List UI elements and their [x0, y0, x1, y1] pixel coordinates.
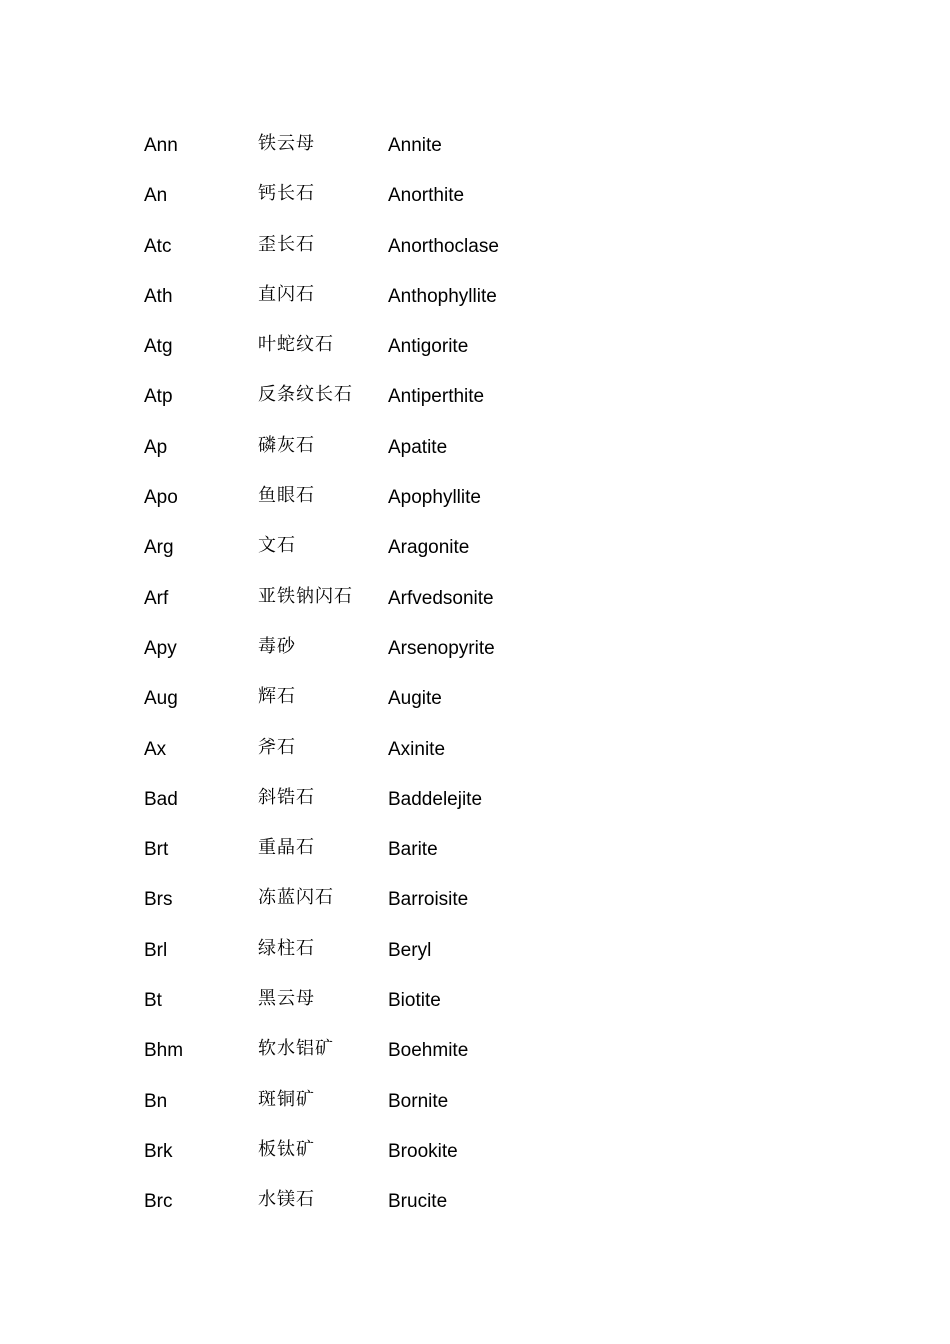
mineral-abbreviation: Brs	[144, 889, 173, 911]
mineral-english-name: Augite	[388, 688, 442, 710]
table-row	[144, 132, 704, 182]
table-row	[144, 1138, 704, 1188]
mineral-english-name: Anorthite	[388, 185, 465, 207]
mineral-english-name: Anthophyllite	[388, 285, 497, 307]
mineral-abbreviation: Brt	[144, 839, 169, 861]
mineral-chinese-name: 辉石	[258, 686, 296, 708]
mineral-chinese-name: 水镁石	[258, 1189, 315, 1211]
mineral-abbreviation: Ann	[144, 135, 178, 156]
mineral-english-name: Barroisite	[388, 889, 469, 911]
mineral-abbreviation: Arg	[144, 537, 174, 559]
mineral-abbreviation: Atc	[144, 235, 172, 257]
mineral-abbreviation-table	[144, 132, 704, 1239]
mineral-abbreviation: Bad	[144, 788, 178, 810]
mineral-abbreviation: Atg	[144, 336, 173, 358]
mineral-abbreviation: Brc	[144, 1191, 173, 1213]
mineral-chinese-name: 反条纹长石	[258, 384, 353, 406]
table-row	[144, 333, 704, 383]
table-row	[144, 786, 704, 836]
mineral-abbreviation: Arf	[144, 587, 169, 609]
mineral-english-name: Arfvedsonite	[388, 587, 494, 609]
table-row	[144, 534, 704, 584]
mineral-chinese-name: 磷灰石	[258, 434, 315, 456]
mineral-chinese-name: 鱼眼石	[258, 485, 315, 507]
table-row	[144, 1088, 704, 1138]
mineral-abbreviation: Apo	[144, 487, 178, 509]
mineral-abbreviation: Bn	[144, 1090, 168, 1112]
table-row	[144, 585, 704, 635]
mineral-abbreviation: Aug	[144, 688, 178, 710]
mineral-abbreviation: Atp	[144, 386, 173, 408]
table-row	[144, 886, 704, 936]
mineral-english-name: Anorthoclase	[388, 235, 499, 257]
mineral-chinese-name: 叶蛇纹石	[258, 334, 334, 356]
mineral-english-name: Baddelejite	[388, 788, 483, 810]
mineral-abbreviation: Ax	[144, 738, 167, 760]
mineral-english-name: Arsenopyrite	[388, 637, 495, 659]
mineral-abbreviation: Apy	[144, 637, 177, 659]
mineral-chinese-name: 亚铁钠闪石	[258, 585, 353, 607]
mineral-abbreviation: Brl	[144, 939, 168, 961]
table-row	[144, 233, 704, 283]
mineral-english-name: Boehmite	[388, 1040, 469, 1062]
table-row	[144, 736, 704, 786]
mineral-chinese-name: 斧石	[258, 736, 296, 758]
mineral-english-name: Antiperthite	[388, 386, 485, 408]
mineral-chinese-name: 毒砂	[258, 635, 296, 657]
table-row	[144, 987, 704, 1037]
mineral-chinese-name: 绿柱石	[258, 937, 315, 959]
mineral-english-name: Annite	[388, 135, 442, 156]
mineral-english-name: Barite	[388, 839, 438, 861]
mineral-chinese-name: 斑铜矿	[258, 1088, 315, 1110]
mineral-chinese-name: 重晶石	[258, 837, 315, 859]
table-row	[144, 182, 704, 232]
mineral-abbreviation: Ap	[144, 436, 168, 458]
mineral-english-name: Brucite	[388, 1191, 448, 1213]
table-row	[144, 1188, 704, 1238]
table-row	[144, 937, 704, 987]
table-row	[144, 1037, 704, 1087]
mineral-chinese-name: 歪长石	[258, 233, 315, 255]
table-row	[144, 283, 704, 333]
mineral-chinese-name: 黑云母	[258, 988, 315, 1010]
mineral-chinese-name: 文石	[258, 535, 296, 557]
mineral-abbreviation: Bt	[144, 990, 162, 1012]
mineral-english-name: Axinite	[388, 738, 446, 760]
mineral-english-name: Apatite	[388, 436, 448, 458]
mineral-english-name: Brookite	[388, 1140, 458, 1162]
table-row	[144, 836, 704, 886]
mineral-chinese-name: 斜锆石	[258, 786, 315, 808]
table-row	[144, 635, 704, 685]
mineral-english-name: Aragonite	[388, 537, 470, 559]
mineral-chinese-name: 直闪石	[258, 283, 315, 305]
mineral-chinese-name: 软水铝矿	[258, 1038, 334, 1060]
mineral-english-name: Beryl	[388, 939, 432, 961]
mineral-chinese-name: 冻蓝闪石	[258, 887, 334, 909]
table-row	[144, 434, 704, 484]
mineral-chinese-name: 板钛矿	[258, 1138, 315, 1160]
mineral-english-name: Antigorite	[388, 336, 469, 358]
mineral-abbreviation: Brk	[144, 1140, 173, 1162]
mineral-abbreviation: An	[144, 185, 168, 207]
mineral-chinese-name: 钙长石	[258, 183, 315, 205]
mineral-chinese-name: 铁云母	[258, 133, 315, 154]
mineral-english-name: Bornite	[388, 1090, 449, 1112]
table-row	[144, 383, 704, 433]
mineral-abbreviation: Ath	[144, 285, 173, 307]
table-row	[144, 685, 704, 735]
mineral-abbreviation: Bhm	[144, 1040, 184, 1062]
mineral-english-name: Biotite	[388, 990, 441, 1012]
table-row	[144, 484, 704, 534]
mineral-english-name: Apophyllite	[388, 487, 481, 509]
